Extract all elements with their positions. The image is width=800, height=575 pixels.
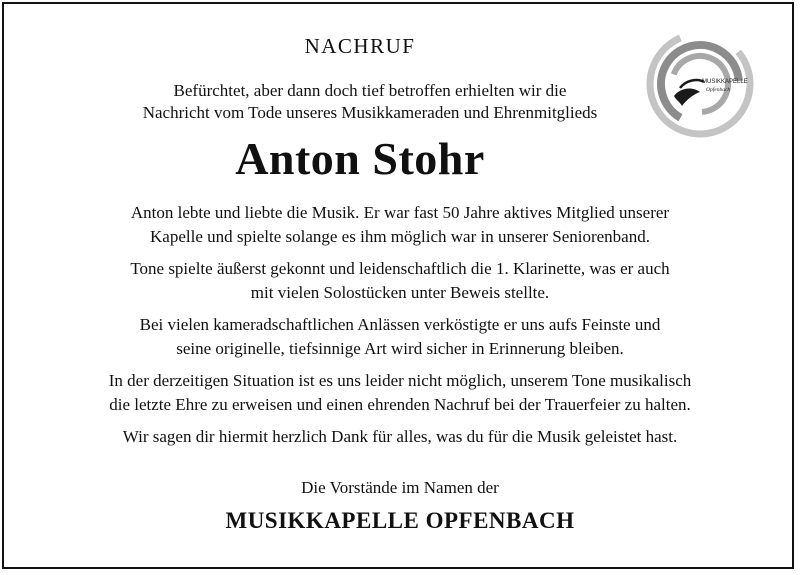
signoff-text: Die Vorstände im Namen der — [301, 478, 499, 497]
paragraph-line: seine originelle, tiefsinnige Art wird sicher in Erinnerung bleiben. — [176, 339, 624, 358]
horn-icon — [674, 89, 700, 106]
horn-tube-icon — [680, 80, 704, 88]
paragraph — [20, 257, 780, 305]
logo-subtext: Opfenbach — [706, 87, 731, 93]
paragraph-line: Bei vielen kameradschaftlichen Anlässen verköstigte er uns aufs Feinste und — [139, 315, 661, 334]
notice-heading: NACHRUF — [304, 34, 416, 58]
intro-line: Nachricht vom Tode unseres Musikkameraden und Ehrenmitglieds — [142, 103, 598, 122]
paragraph-line: Tone spielte äußerst gekonnt und leidenschaftlich die 1. Klarinette, was er auch — [130, 259, 670, 278]
paragraph-line: Kapelle und spielte solange es ihm möglich war in unserer Seniorenband. — [150, 227, 650, 246]
paragraph-line: Wir sagen dir hiermit herzlich Dank für alles, was du für die Musik geleistet hast. — [122, 427, 678, 446]
paragraph-line: In der derzeitigen Situation ist es uns leider nicht möglich, unserem Tone musikalisch — [108, 371, 692, 390]
paragraph — [20, 201, 780, 249]
paragraph-line: Anton lebte und liebte die Musik. Er war fast 50 Jahre aktives Mitglied unserer — [130, 203, 670, 222]
organization-name: MUSIKKAPELLE OPFENBACH — [225, 508, 575, 533]
paragraph — [20, 425, 780, 449]
intro-line: Befürchtet, aber dann doch tief betroffen erhielten wir die — [173, 81, 567, 100]
musikkapelle-logo-icon — [646, 30, 754, 138]
paragraph — [20, 369, 780, 417]
paragraph-line: die letzte Ehre zu erweisen und einen ehrenden Nachruf bei der Trauerfeier zu halten. — [109, 395, 691, 414]
paragraph-line: mit vielen Solostücken unter Beweis stellte. — [250, 283, 550, 302]
deceased-name: Anton Stohr — [235, 133, 485, 184]
paragraph — [20, 313, 780, 361]
intro-text — [20, 80, 720, 124]
logo-text: MUSIKKAPELLE — [702, 79, 748, 85]
